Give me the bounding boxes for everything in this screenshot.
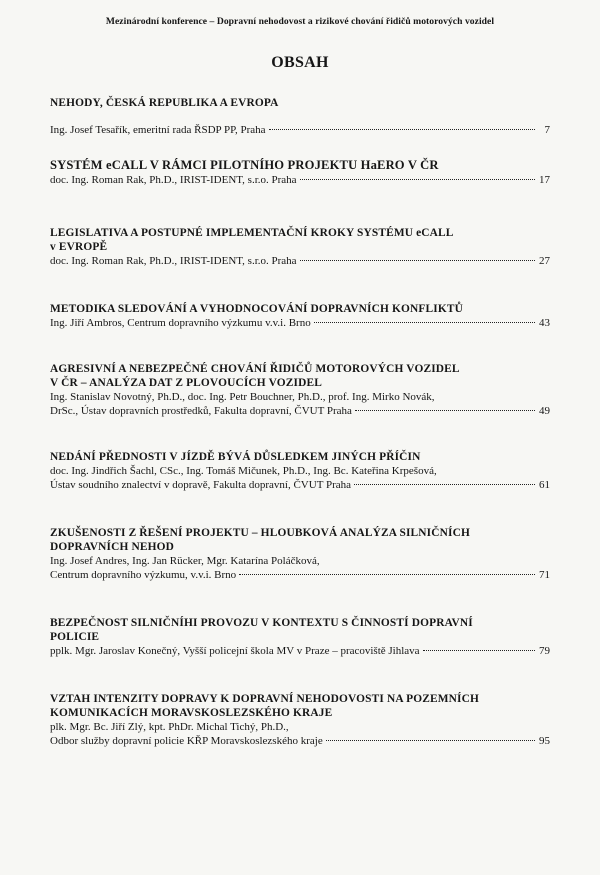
- entry-title: AGRESIVNÍ A NEBEZPEČNÉ CHOVÁNÍ ŘIDIČŮ MOTOROVÝCH VOZIDEL: [50, 363, 460, 375]
- entry-title-continued: KOMUNIKACÍCH MORAVSKOSLEZSKÉHO KRAJE: [50, 707, 333, 719]
- entry-authors: plk. Mgr. Bc. Jiří Zlý, kpt. PhDr. Michal Tichý, Ph.D.,: [50, 721, 289, 733]
- entry-title: LEGISLATIVA A POSTUPNÉ IMPLEMENTAČNÍ KROKY SYSTÉMU eCALL: [50, 227, 454, 239]
- entry-page-number[interactable]: 71: [539, 569, 550, 581]
- toc-entry[interactable]: [50, 158, 550, 187]
- entry-title: ZKUŠENOSTI Z ŘEŠENÍ PROJEKTU – HLOUBKOVÁ ANALÝZA SILNIČNÍCH: [50, 527, 470, 539]
- entry-authors: doc. Ing. Roman Rak, Ph.D., IRIST-IDENT, s.r.o. Praha: [50, 255, 297, 267]
- toc-entry[interactable]: [50, 450, 550, 492]
- toc-entry[interactable]: [50, 96, 550, 137]
- entry-page-number[interactable]: 7: [544, 124, 550, 136]
- entry-author-line: [50, 316, 550, 330]
- entry-author-line: [50, 720, 550, 734]
- dot-leader: [355, 410, 535, 411]
- entry-author-line: [50, 173, 550, 187]
- entry-authors: Ing. Jiří Ambros, Centrum dopravního výzkumu v.v.i. Brno: [50, 317, 311, 329]
- entry-title: SYSTÉM eCALL V RÁMCI PILOTNÍHO PROJEKTU HaERO V ČR: [50, 158, 439, 172]
- entry-title: NEHODY, ČESKÁ REPUBLIKA A EVROPA: [50, 97, 279, 109]
- entry-title-continued: POLICIE: [50, 631, 100, 643]
- entry-page-number[interactable]: 43: [539, 317, 550, 329]
- entry-page-number[interactable]: 17: [539, 174, 550, 186]
- entry-author-line: [50, 404, 550, 418]
- entry-title: METODIKA SLEDOVÁNÍ A VYHODNOCOVÁNÍ DOPRAVNÍCH KONFLIKTŮ: [50, 303, 463, 315]
- dot-leader: [300, 179, 535, 180]
- entry-page-number[interactable]: 61: [539, 479, 550, 491]
- toc-entry[interactable]: [50, 362, 550, 418]
- toc-title: OBSAH: [271, 54, 329, 71]
- entry-author-line: [50, 478, 550, 492]
- entry-authors: Ing. Josef Tesařík, emeritní rada ŘSDP PP, Praha: [50, 124, 266, 136]
- entry-page-number[interactable]: 27: [539, 255, 550, 267]
- entry-author-line: [50, 464, 550, 478]
- toc-entry[interactable]: [50, 302, 550, 330]
- toc-entry[interactable]: [50, 692, 550, 748]
- dot-leader: [423, 650, 535, 651]
- entry-author-line: [50, 568, 550, 582]
- entry-authors: doc. Ing. Jindřich Šachl, CSc., Ing. Tomáš Mičunek, Ph.D., Ing. Bc. Kateřina Krpešová,: [50, 465, 437, 477]
- dot-leader: [269, 129, 535, 130]
- dot-leader: [354, 484, 535, 485]
- entry-authors-continued: Odbor služby dopravní policie KŘP Moravskoslezského kraje: [50, 735, 323, 747]
- dot-leader: [326, 740, 535, 741]
- toc-entry[interactable]: [50, 226, 550, 268]
- dot-leader: [314, 322, 535, 323]
- entry-author-line: [50, 123, 550, 137]
- entry-author-line: [50, 644, 550, 658]
- entry-author-line: [50, 254, 550, 268]
- entry-authors-continued: DrSc., Ústav dopravních prostředků, Fakulta dopravní, ČVUT Praha: [50, 405, 352, 417]
- entry-page-number[interactable]: 95: [539, 735, 550, 747]
- running-header: Mezinárodní konference – Dopravní nehodovost a rizikové chování řidičů motorových vozidel: [105, 16, 495, 27]
- toc-entry[interactable]: [50, 526, 550, 582]
- entry-author-line: [50, 390, 550, 404]
- entry-authors: doc. Ing. Roman Rak, Ph.D., IRIST-IDENT, s.r.o. Praha: [50, 174, 297, 186]
- toc-entry[interactable]: [50, 616, 550, 658]
- entry-title-continued: v EVROPĚ: [50, 241, 108, 253]
- dot-leader: [239, 574, 535, 575]
- entry-authors: pplk. Mgr. Jaroslav Konečný, Vyšší policejní škola MV v Praze – pracoviště Jihlava: [50, 645, 420, 657]
- entry-title: NEDÁNÍ PŘEDNOSTI V JÍZDĚ BÝVÁ DŮSLEDKEM JINÝCH PŘÍČIN: [50, 451, 421, 463]
- entry-page-number[interactable]: 79: [539, 645, 550, 657]
- entry-title: VZTAH INTENZITY DOPRAVY K DOPRAVNÍ NEHODOVOSTI NA POZEMNÍCH: [50, 693, 479, 705]
- entry-authors: Ing. Josef Andres, Ing. Jan Rücker, Mgr. Katarína Poláčková,: [50, 555, 320, 567]
- entry-title-continued: DOPRAVNÍCH NEHOD: [50, 541, 175, 553]
- entry-title: BEZPEČNOST SILNIČNÍHI PROVOZU V KONTEXTU S ČINNOSTÍ DOPRAVNÍ: [50, 617, 473, 629]
- entry-page-number[interactable]: 49: [539, 405, 550, 417]
- entry-authors: Ing. Stanislav Novotný, Ph.D., doc. Ing. Petr Bouchner, Ph.D., prof. Ing. Mirko Novák,: [50, 391, 435, 403]
- dot-leader: [300, 260, 535, 261]
- entry-title-continued: V ČR – ANALÝZA DAT Z PLOVOUCÍCH VOZIDEL: [50, 377, 322, 389]
- entry-author-line: [50, 554, 550, 568]
- entry-authors-continued: Ústav soudního znalectví v dopravě, Fakulta dopravní, ČVUT Praha: [50, 479, 352, 491]
- entry-author-line: [50, 734, 550, 748]
- entry-authors-continued: Centrum dopravního výzkumu, v.v.i. Brno: [50, 569, 237, 581]
